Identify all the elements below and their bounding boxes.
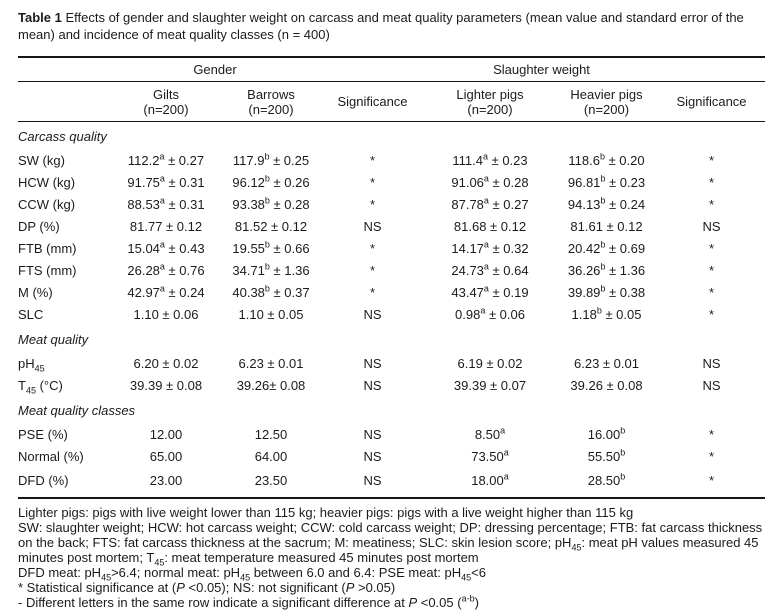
value-cell: 91.06$^a$ ± 0.28 [451,173,529,190]
value-cell: 6.19 ± 0.02 [457,355,523,371]
table-row-slc [18,303,765,325]
row-label: Normal (%) [18,448,84,464]
value-cell: 34.71$^b$ ± 1.36 [232,261,310,278]
column-header-spacer [18,82,110,122]
value-cell: NS [363,448,382,464]
value-cell: 16.00$^b$ [587,425,626,442]
value-cell: 118.6$^b$ ± 0.20 [568,151,645,168]
table-caption-text: Effects of gender and slaughter weight on carcass and meat quality parameters (mean value and standard error of the mean) and incidence of meat quality classes (n = 400) [18,10,744,42]
value-cell: * [369,284,376,300]
value-cell: 111.4$^a$ ± 0.23 [452,151,528,168]
table-row-fts-mm [18,259,765,281]
value-cell: NS [702,218,721,234]
group-header-gender: Gender [110,57,320,82]
value-cell: 93.38$^b$ ± 0.28 [232,195,310,212]
row-label: DP (%) [18,218,60,234]
row-label: CCW (kg) [18,196,76,212]
row-label: HCW (kg) [18,174,76,190]
results-table [18,56,765,499]
value-cell: 87.78$^a$ ± 0.27 [451,195,529,212]
value-cell: 39.39 ± 0.08 [129,377,203,393]
value-cell: NS [363,306,382,322]
value-cell: 6.20 ± 0.02 [133,355,199,371]
table-row-hcw-kg [18,171,765,193]
row-label: FTB (mm) [18,240,77,256]
value-cell: NS [702,377,721,393]
value-cell: 88.53$^a$ ± 0.31 [127,195,205,212]
section-label: Carcass quality [18,129,107,144]
value-cell: 55.50$^b$ [587,447,626,464]
value-cell: 15.04$^a$ ± 0.43 [127,239,205,256]
row-label: DFD (%) [18,472,69,488]
value-cell: * [708,196,715,212]
table-caption-label: Table 1 [18,10,62,25]
value-cell: * [708,240,715,256]
column-header-heavier-pigs-4: Heavier pigs (n=200) [555,82,658,122]
column-header-gilts-0: Gilts (n=200) [110,82,222,122]
value-cell: * [708,426,715,442]
column-header-significance-2: Significance [320,82,425,122]
value-cell: * [708,152,715,168]
table-row-dp [18,215,765,237]
value-cell: * [369,174,376,190]
table-row-ftb-mm [18,237,765,259]
value-cell: 23.50 [254,472,288,488]
table-row-ph-45 [18,352,765,374]
row-label: PSE (%) [18,426,68,442]
footnote-3: DFD meat: $pH_{45}>6.4$; normal meat: $pH_{45}$ between 6.0 and 6.4: PSE meat: $pH_{45}<6$ [18,565,486,583]
value-cell: 81.61 ± 0.12 [570,218,643,234]
value-cell: 81.77 ± 0.12 [129,218,203,234]
column-header-barrows-1: Barrows (n=200) [222,82,320,122]
value-cell: NS [363,355,382,371]
value-cell: * [708,472,715,488]
value-cell: 65.00 [149,448,183,464]
table-row-sw-kg [18,149,765,171]
table-row-dfd [18,467,765,498]
value-cell: 1.10 ± 0.06 [133,306,199,322]
footnote-2: SW: slaughter weight; HCW: hot carcass weight; CCW: cold carcass weight; DP: dressing percentage; FTB: fat carcass thickness on the back; FTS: fat carcass thickness at the sacrum; M: meatiness; SLC: skin lesion score; $pH_{45}$: meat pH values measured 45 minutes post mortem; $T_{45}$: meat temperature measured 45 minutes post mortem [18,520,763,568]
value-cell: 96.12$^b$ ± 0.26 [232,173,310,190]
column-header-lighter-pigs-3: Lighter pigs (n=200) [425,82,555,122]
value-cell: 91.75$^a$ ± 0.31 [127,173,205,190]
value-cell: 1.18$^b$ ± 0.05 [571,305,642,322]
value-cell: 112.2$^a$ ± 0.27 [127,151,205,168]
value-cell: * [708,284,715,300]
value-cell: 117.9$^b$ ± 0.25 [232,151,310,168]
value-cell: 19.55$^b$ ± 0.66 [232,239,310,256]
group-header-slaughter-weight: Slaughter weight [425,57,658,82]
value-cell: 40.38$^b$ ± 0.37 [232,283,310,300]
value-cell: 12.50 [254,426,288,442]
value-cell: 24.73$^a$ ± 0.64 [451,261,529,278]
value-cell: 18.00$^a$ [471,471,509,488]
column-header-significance-5: Significance [658,82,765,122]
value-cell: NS [702,355,721,371]
section-row-meat-quality-classes [18,396,765,423]
value-cell: 6.23 ± 0.01 [238,355,304,371]
value-cell: 39.26± 0.08 [236,377,306,393]
value-cell: * [708,448,715,464]
value-cell: 20.42$^b$ ± 0.69 [567,239,646,256]
value-cell: 94.13$^b$ ± 0.24 [567,195,646,212]
row-label: M (%) [18,284,53,300]
value-cell: NS [363,377,382,393]
value-cell: 42.97$^a$ ± 0.24 [127,283,205,300]
group-header-spacer [320,57,425,82]
footnote-5: - Different letters in the same row indicate a significant difference at P <0.05 ($^{a-b}$) [18,593,479,610]
value-cell: 8.50$^a$ [474,425,506,442]
value-cell: 12.00 [149,426,183,442]
table-row-t-45-c [18,374,765,396]
section-label: Meat quality [18,332,89,347]
value-cell: 23.00 [149,472,183,488]
section-label: Meat quality classes [18,403,136,418]
row-label: FTS (mm) [18,262,77,278]
section-row-carcass-quality [18,122,765,150]
value-cell: 43.47$^a$ ± 0.19 [451,283,529,300]
group-header-row [18,57,765,82]
table-body [18,122,765,499]
value-cell: NS [363,426,382,442]
row-label: SLC [18,306,44,322]
value-cell: * [369,240,376,256]
value-cell: * [369,262,376,278]
value-cell: 1.10 ± 0.05 [238,306,304,322]
value-cell: 14.17$^a$ ± 0.32 [451,239,529,256]
footnote-1: Lighter pigs: pigs with live weight lower than 115 kg; heavier pigs: pigs with a live weight higher than 115 kg [18,505,634,520]
value-cell: * [369,196,376,212]
table-row-m [18,281,765,303]
value-cell: * [708,262,715,278]
value-cell: * [369,152,376,168]
value-cell: * [708,306,715,322]
group-header-spacer [18,57,110,82]
value-cell: 64.00 [254,448,288,464]
table-row-normal [18,445,765,467]
value-cell: 81.68 ± 0.12 [453,218,527,234]
value-cell: NS [363,472,382,488]
value-cell: 39.26 ± 0.08 [570,377,643,393]
value-cell: 39.39 ± 0.07 [453,377,527,393]
row-label: SW (kg) [18,152,65,168]
value-cell: 39.89$^b$ ± 0.38 [567,283,646,300]
row-label: $pH_{45}$ [18,355,45,374]
section-row-meat-quality [18,325,765,352]
table-row-ccw-kg [18,193,765,215]
value-cell: 36.26$^b$ ± 1.36 [567,261,646,278]
value-cell: 96.81$^b$ ± 0.23 [567,173,646,190]
table-row-pse [18,423,765,445]
column-header-row [18,82,765,122]
footnotes [18,505,765,610]
value-cell: 0.98$^a$ ± 0.06 [455,305,525,322]
value-cell: 73.50$^a$ [471,447,509,464]
value-cell: 6.23 ± 0.01 [574,355,639,371]
row-label: $T_{45}$ (°C) [18,377,63,396]
group-header-spacer [658,57,765,82]
value-cell: 81.52 ± 0.12 [234,218,308,234]
table-header [18,57,765,122]
value-cell: 28.50$^b$ [587,471,626,488]
value-cell: 26.28$^a$ ± 0.76 [127,261,205,278]
value-cell: * [708,174,715,190]
value-cell: NS [363,218,382,234]
footnote-4: * Statistical significance at (P <0.05); NS: not significant (P >0.05) [18,580,396,595]
table-caption [18,9,765,43]
